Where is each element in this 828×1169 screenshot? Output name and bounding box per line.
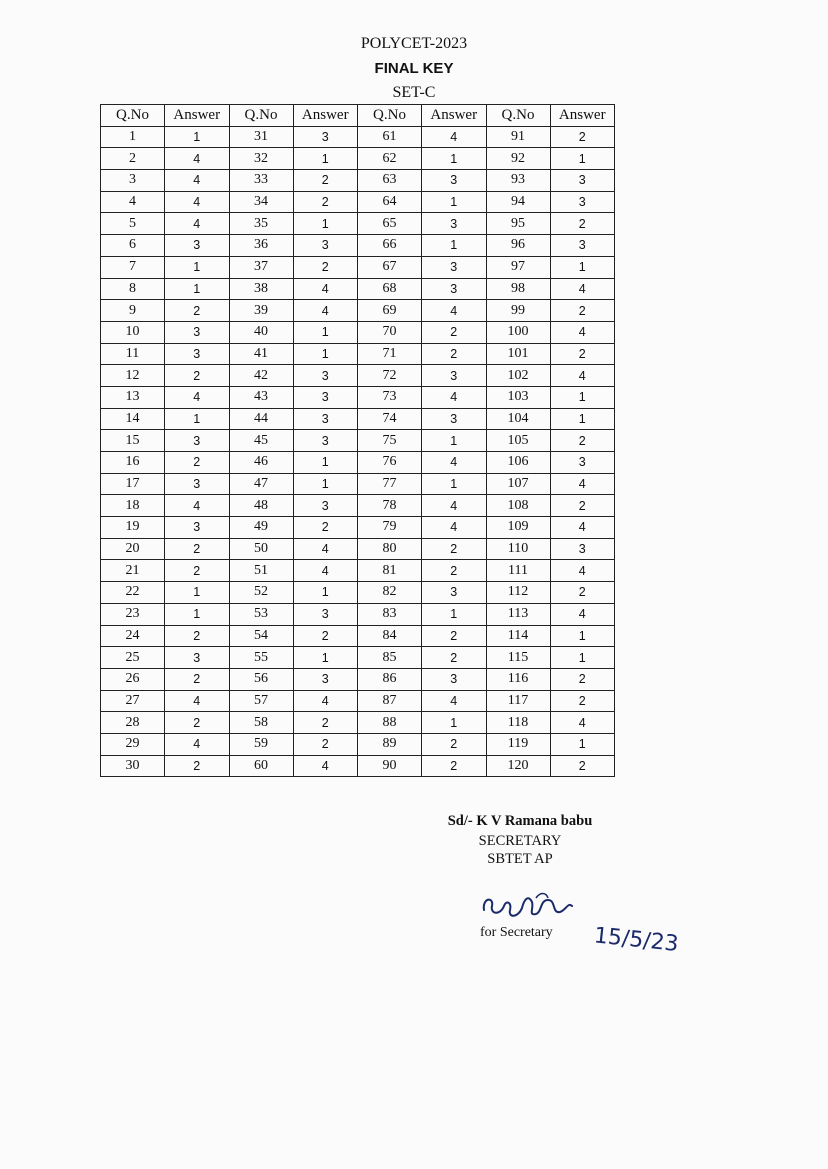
question-number-cell: 106	[486, 452, 550, 474]
question-number-cell: 109	[486, 517, 550, 539]
answer-cell: 3	[165, 517, 230, 539]
answer-cell: 2	[293, 517, 358, 539]
answer-cell: 4	[550, 473, 615, 495]
answer-cell: 3	[293, 408, 358, 430]
answer-cell: 3	[422, 213, 487, 235]
table-row	[101, 300, 615, 322]
answer-cell: 3	[550, 170, 615, 192]
answer-cell: 4	[165, 170, 230, 192]
table-row	[101, 343, 615, 365]
answer-cell: 4	[422, 495, 487, 517]
question-number-cell: 6	[101, 235, 165, 257]
answer-cell: 3	[293, 365, 358, 387]
question-number-cell: 119	[486, 733, 550, 755]
table-row	[101, 365, 615, 387]
answer-cell: 3	[550, 538, 615, 560]
question-number-cell: 43	[229, 386, 293, 408]
answer-cell: 2	[165, 668, 230, 690]
answer-cell: 4	[293, 300, 358, 322]
question-number-cell: 97	[486, 256, 550, 278]
question-number-cell: 66	[358, 235, 422, 257]
column-header: Answer	[165, 105, 230, 127]
answer-cell: 4	[165, 191, 230, 213]
answer-cell: 2	[165, 712, 230, 734]
answer-cell: 2	[550, 668, 615, 690]
table-row	[101, 582, 615, 604]
question-number-cell: 90	[358, 755, 422, 777]
question-number-cell: 114	[486, 625, 550, 647]
question-number-cell: 32	[229, 148, 293, 170]
question-number-cell: 67	[358, 256, 422, 278]
answer-cell: 1	[422, 430, 487, 452]
answer-cell: 2	[422, 755, 487, 777]
question-number-cell: 46	[229, 452, 293, 474]
table-row	[101, 560, 615, 582]
answer-cell: 2	[293, 256, 358, 278]
question-number-cell: 55	[229, 647, 293, 669]
question-number-cell: 35	[229, 213, 293, 235]
answer-cell: 3	[165, 343, 230, 365]
answer-cell: 4	[165, 148, 230, 170]
question-number-cell: 13	[101, 386, 165, 408]
answer-cell: 2	[550, 343, 615, 365]
answer-cell: 1	[293, 647, 358, 669]
question-number-cell: 83	[358, 603, 422, 625]
set-label: SET-C	[392, 84, 436, 101]
answer-cell: 4	[422, 300, 487, 322]
question-number-cell: 86	[358, 668, 422, 690]
question-number-cell: 91	[486, 126, 550, 148]
answer-cell: 1	[550, 386, 615, 408]
question-number-cell: 53	[229, 603, 293, 625]
answer-cell: 1	[165, 603, 230, 625]
answer-cell: 1	[550, 256, 615, 278]
question-number-cell: 10	[101, 321, 165, 343]
answer-cell: 4	[422, 517, 487, 539]
question-number-cell: 120	[486, 755, 550, 777]
question-number-cell: 44	[229, 408, 293, 430]
question-number-cell: 108	[486, 495, 550, 517]
answer-cell: 1	[293, 473, 358, 495]
question-number-cell: 82	[358, 582, 422, 604]
question-number-cell: 87	[358, 690, 422, 712]
question-number-cell: 107	[486, 473, 550, 495]
answer-cell: 2	[422, 733, 487, 755]
answer-cell: 3	[422, 668, 487, 690]
question-number-cell: 73	[358, 386, 422, 408]
answer-cell: 3	[293, 386, 358, 408]
answer-cell: 1	[293, 213, 358, 235]
question-number-cell: 28	[101, 712, 165, 734]
question-number-cell: 77	[358, 473, 422, 495]
answer-cell: 2	[422, 560, 487, 582]
question-number-cell: 3	[101, 170, 165, 192]
answer-cell: 4	[550, 560, 615, 582]
question-number-cell: 51	[229, 560, 293, 582]
answer-cell: 3	[422, 408, 487, 430]
question-number-cell: 105	[486, 430, 550, 452]
table-row	[101, 712, 615, 734]
question-number-cell: 7	[101, 256, 165, 278]
question-number-cell: 12	[101, 365, 165, 387]
answer-cell: 2	[293, 191, 358, 213]
question-number-cell: 62	[358, 148, 422, 170]
question-number-cell: 41	[229, 343, 293, 365]
question-number-cell: 72	[358, 365, 422, 387]
answer-cell: 2	[165, 538, 230, 560]
question-number-cell: 20	[101, 538, 165, 560]
question-number-cell: 8	[101, 278, 165, 300]
question-number-cell: 39	[229, 300, 293, 322]
question-number-cell: 58	[229, 712, 293, 734]
table-row	[101, 473, 615, 495]
question-number-cell: 23	[101, 603, 165, 625]
document-title: FINAL KEY	[374, 60, 454, 77]
question-number-cell: 26	[101, 668, 165, 690]
answer-cell: 2	[293, 733, 358, 755]
answer-cell: 4	[293, 278, 358, 300]
answer-key-table	[100, 104, 615, 777]
question-number-cell: 1	[101, 126, 165, 148]
table-row	[101, 452, 615, 474]
question-number-cell: 64	[358, 191, 422, 213]
answer-cell: 2	[550, 126, 615, 148]
question-number-cell: 80	[358, 538, 422, 560]
answer-cell: 3	[165, 321, 230, 343]
answer-cell: 4	[293, 560, 358, 582]
question-number-cell: 104	[486, 408, 550, 430]
answer-cell: 1	[422, 603, 487, 625]
answer-cell: 2	[550, 430, 615, 452]
question-number-cell: 24	[101, 625, 165, 647]
table-row	[101, 386, 615, 408]
answer-cell: 4	[165, 733, 230, 755]
question-number-cell: 71	[358, 343, 422, 365]
table-row	[101, 126, 615, 148]
answer-cell: 3	[165, 235, 230, 257]
answer-cell: 3	[550, 235, 615, 257]
answer-cell: 4	[422, 126, 487, 148]
handwritten-date	[590, 918, 680, 958]
table-row	[101, 213, 615, 235]
question-number-cell: 81	[358, 560, 422, 582]
question-number-cell: 69	[358, 300, 422, 322]
table-row	[101, 170, 615, 192]
question-number-cell: 103	[486, 386, 550, 408]
question-number-cell: 27	[101, 690, 165, 712]
question-number-cell: 19	[101, 517, 165, 539]
answer-cell: 1	[422, 235, 487, 257]
question-number-cell: 22	[101, 582, 165, 604]
question-number-cell: 101	[486, 343, 550, 365]
answer-cell: 2	[550, 755, 615, 777]
answer-cell: 1	[422, 191, 487, 213]
answer-cell: 2	[165, 625, 230, 647]
column-header: Q.No	[358, 105, 422, 127]
question-number-cell: 38	[229, 278, 293, 300]
question-number-cell: 113	[486, 603, 550, 625]
answer-cell: 1	[422, 148, 487, 170]
question-number-cell: 49	[229, 517, 293, 539]
column-header: Answer	[422, 105, 487, 127]
question-number-cell: 63	[358, 170, 422, 192]
question-number-cell: 36	[229, 235, 293, 257]
question-number-cell: 102	[486, 365, 550, 387]
question-number-cell: 16	[101, 452, 165, 474]
table-row	[101, 256, 615, 278]
handwritten-date-text: 15/5/23	[592, 923, 680, 958]
answer-cell: 3	[293, 603, 358, 625]
answer-cell: 4	[422, 386, 487, 408]
answer-cell: 2	[422, 538, 487, 560]
question-number-cell: 4	[101, 191, 165, 213]
answer-cell: 4	[550, 365, 615, 387]
question-number-cell: 85	[358, 647, 422, 669]
answer-cell: 3	[165, 473, 230, 495]
answer-cell: 1	[293, 452, 358, 474]
answer-cell: 4	[550, 321, 615, 343]
question-number-cell: 88	[358, 712, 422, 734]
answer-cell: 4	[293, 690, 358, 712]
answer-cell: 3	[293, 430, 358, 452]
table-body	[101, 126, 615, 777]
question-number-cell: 118	[486, 712, 550, 734]
answer-cell: 3	[165, 430, 230, 452]
question-number-cell: 96	[486, 235, 550, 257]
handwritten-signature	[478, 888, 578, 928]
table-row	[101, 755, 615, 777]
answer-cell: 1	[293, 582, 358, 604]
question-number-cell: 31	[229, 126, 293, 148]
answer-cell: 1	[165, 126, 230, 148]
signatory-organization: SBTET AP	[487, 851, 553, 867]
answer-cell: 4	[165, 386, 230, 408]
answer-cell: 4	[165, 495, 230, 517]
table-row	[101, 733, 615, 755]
column-header: Answer	[550, 105, 615, 127]
answer-cell: 2	[422, 343, 487, 365]
question-number-cell: 47	[229, 473, 293, 495]
question-number-cell: 33	[229, 170, 293, 192]
signatory-name: Sd/- K V Ramana babu	[447, 813, 593, 829]
answer-cell: 2	[422, 625, 487, 647]
question-number-cell: 18	[101, 495, 165, 517]
table-row	[101, 538, 615, 560]
question-number-cell: 95	[486, 213, 550, 235]
question-number-cell: 15	[101, 430, 165, 452]
question-number-cell: 75	[358, 430, 422, 452]
column-header: Q.No	[101, 105, 165, 127]
answer-cell: 3	[165, 647, 230, 669]
answer-cell: 1	[293, 148, 358, 170]
table-row	[101, 321, 615, 343]
question-number-cell: 111	[486, 560, 550, 582]
table-row	[101, 690, 615, 712]
answer-cell: 1	[165, 582, 230, 604]
answer-cell: 2	[165, 365, 230, 387]
answer-cell: 3	[422, 170, 487, 192]
answer-cell: 1	[422, 712, 487, 734]
question-number-cell: 42	[229, 365, 293, 387]
question-number-cell: 98	[486, 278, 550, 300]
answer-cell: 1	[550, 148, 615, 170]
question-number-cell: 65	[358, 213, 422, 235]
answer-cell: 2	[165, 560, 230, 582]
question-number-cell: 59	[229, 733, 293, 755]
answer-cell: 1	[293, 321, 358, 343]
answer-cell: 3	[550, 452, 615, 474]
answer-cell: 4	[165, 690, 230, 712]
question-number-cell: 9	[101, 300, 165, 322]
answer-cell: 3	[422, 256, 487, 278]
answer-cell: 2	[422, 647, 487, 669]
answer-cell: 3	[422, 365, 487, 387]
table-row	[101, 430, 615, 452]
answer-cell: 1	[165, 408, 230, 430]
table-row	[101, 278, 615, 300]
column-header: Q.No	[229, 105, 293, 127]
answer-cell: 2	[550, 690, 615, 712]
question-number-cell: 21	[101, 560, 165, 582]
answer-cell: 3	[293, 235, 358, 257]
question-number-cell: 37	[229, 256, 293, 278]
answer-cell: 2	[550, 495, 615, 517]
question-number-cell: 25	[101, 647, 165, 669]
question-number-cell: 50	[229, 538, 293, 560]
question-number-cell: 61	[358, 126, 422, 148]
answer-cell: 4	[293, 538, 358, 560]
question-number-cell: 56	[229, 668, 293, 690]
column-header: Q.No	[486, 105, 550, 127]
question-number-cell: 93	[486, 170, 550, 192]
table-row	[101, 625, 615, 647]
table-row	[101, 495, 615, 517]
answer-cell: 2	[550, 300, 615, 322]
table-row	[101, 668, 615, 690]
question-number-cell: 54	[229, 625, 293, 647]
answer-cell: 4	[550, 517, 615, 539]
answer-cell: 4	[422, 690, 487, 712]
question-number-cell: 29	[101, 733, 165, 755]
answer-cell: 1	[550, 625, 615, 647]
question-number-cell: 115	[486, 647, 550, 669]
answer-cell: 3	[293, 668, 358, 690]
table-header-row	[101, 105, 615, 127]
question-number-cell: 99	[486, 300, 550, 322]
answer-cell: 3	[550, 191, 615, 213]
answer-cell: 1	[165, 256, 230, 278]
question-number-cell: 92	[486, 148, 550, 170]
answer-cell: 4	[422, 452, 487, 474]
answer-cell: 2	[165, 452, 230, 474]
question-number-cell: 2	[101, 148, 165, 170]
question-number-cell: 40	[229, 321, 293, 343]
answer-cell: 2	[293, 712, 358, 734]
answer-cell: 4	[293, 755, 358, 777]
question-number-cell: 70	[358, 321, 422, 343]
signatory-designation: SECRETARY	[478, 833, 562, 849]
answer-cell: 1	[550, 733, 615, 755]
question-number-cell: 76	[358, 452, 422, 474]
column-header: Answer	[293, 105, 358, 127]
question-number-cell: 60	[229, 755, 293, 777]
table-row	[101, 603, 615, 625]
answer-cell: 2	[165, 300, 230, 322]
question-number-cell: 78	[358, 495, 422, 517]
answer-cell: 4	[165, 213, 230, 235]
question-number-cell: 34	[229, 191, 293, 213]
question-number-cell: 89	[358, 733, 422, 755]
answer-cell: 3	[422, 278, 487, 300]
answer-cell: 2	[293, 170, 358, 192]
answer-cell: 2	[550, 582, 615, 604]
question-number-cell: 94	[486, 191, 550, 213]
table-row	[101, 517, 615, 539]
question-number-cell: 74	[358, 408, 422, 430]
table-row	[101, 235, 615, 257]
answer-cell: 2	[550, 213, 615, 235]
exam-name: POLYCET-2023	[360, 35, 468, 52]
question-number-cell: 48	[229, 495, 293, 517]
question-number-cell: 112	[486, 582, 550, 604]
answer-cell: 1	[422, 473, 487, 495]
question-number-cell: 5	[101, 213, 165, 235]
question-number-cell: 68	[358, 278, 422, 300]
question-number-cell: 110	[486, 538, 550, 560]
question-number-cell: 17	[101, 473, 165, 495]
answer-cell: 1	[293, 343, 358, 365]
question-number-cell: 116	[486, 668, 550, 690]
answer-cell: 3	[293, 495, 358, 517]
answer-cell: 2	[422, 321, 487, 343]
question-number-cell: 84	[358, 625, 422, 647]
answer-cell: 2	[293, 625, 358, 647]
table-row	[101, 408, 615, 430]
answer-cell: 2	[165, 755, 230, 777]
question-number-cell: 52	[229, 582, 293, 604]
question-number-cell: 57	[229, 690, 293, 712]
question-number-cell: 14	[101, 408, 165, 430]
question-number-cell: 45	[229, 430, 293, 452]
answer-cell: 1	[165, 278, 230, 300]
table-row	[101, 647, 615, 669]
table-row	[101, 148, 615, 170]
question-number-cell: 100	[486, 321, 550, 343]
question-number-cell: 30	[101, 755, 165, 777]
answer-cell: 4	[550, 603, 615, 625]
for-secretary-label: for Secretary	[480, 925, 553, 940]
question-number-cell: 79	[358, 517, 422, 539]
table-row	[101, 191, 615, 213]
answer-cell: 1	[550, 408, 615, 430]
answer-cell: 3	[422, 582, 487, 604]
answer-cell: 3	[293, 126, 358, 148]
answer-cell: 4	[550, 712, 615, 734]
question-number-cell: 117	[486, 690, 550, 712]
answer-cell: 4	[550, 278, 615, 300]
answer-cell: 1	[550, 647, 615, 669]
question-number-cell: 11	[101, 343, 165, 365]
